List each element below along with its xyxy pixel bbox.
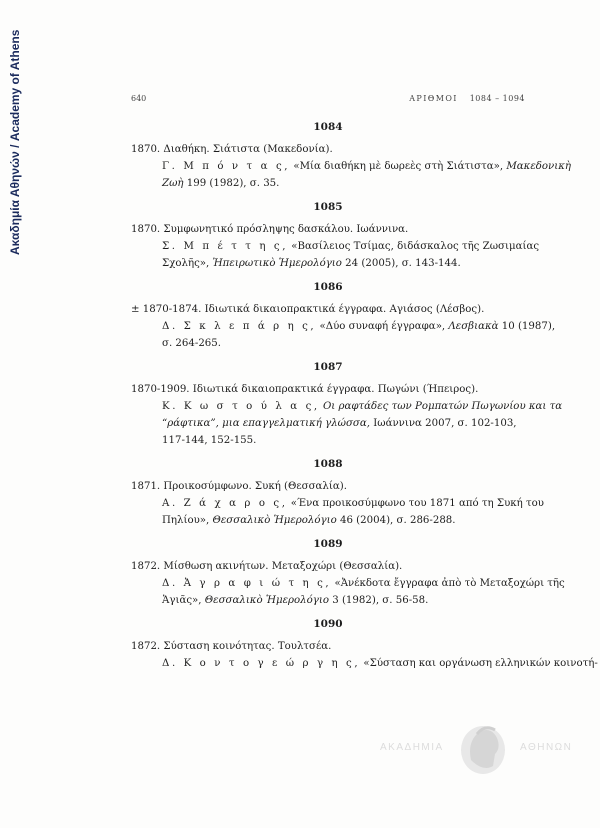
citation-text: «Δύο συναφή έγγραφα», xyxy=(316,321,449,332)
entry-description: Διαθήκη. Σιάτιστα (Μακεδονία). xyxy=(163,144,333,155)
page-number: 640 xyxy=(131,94,147,103)
entry-number: 1084 xyxy=(313,121,343,133)
entry-number: 1088 xyxy=(313,458,343,470)
bibliography-entry xyxy=(131,360,563,449)
citation-journal: Θεσσαλικὸ Ἡμερολόγιο xyxy=(204,595,329,606)
athena-head-logo xyxy=(457,720,509,776)
citation-line xyxy=(131,158,572,175)
citation-text: 199 (1982), σ. 35. xyxy=(183,178,280,189)
entry-description: Μίσθωση ακινήτων. Μεταξοχώρι (Θεσσαλία). xyxy=(163,561,403,572)
watermark-text-left: ΑΚΑΔΗΜΙΑ xyxy=(380,742,444,753)
entry-heading xyxy=(131,221,525,238)
citation-text: «Ἀνέκδοτα ἔγγραφα ἀπὸ τὸ Μεταξοχώρι τῆς xyxy=(331,578,565,589)
citation-author: Δ. Κ ο ν τ ο γ ε ώ ρ γ η ς, xyxy=(162,658,361,669)
citation-author: Σ. Μ π έ τ τ η ς, xyxy=(162,241,289,252)
citation-text: Ιωάννινα 2007, σ. 102-103, xyxy=(370,418,517,429)
entry-number: 1086 xyxy=(313,281,343,293)
archive-side-label: Ακαδημία Αθηνών / Academy of Athens xyxy=(8,29,22,255)
citation-text: 3 (1982), σ. 56-58. xyxy=(329,595,429,606)
entry-date: 1870-1909. xyxy=(131,384,190,395)
citation-line xyxy=(131,432,525,449)
running-head-range: 1084 – 1094 xyxy=(469,94,525,103)
entry-date: 1872. xyxy=(131,641,161,652)
bibliography-entry xyxy=(131,537,565,609)
running-head-word: ΑΡΙΘΜΟΙ xyxy=(409,94,458,103)
citation-author: Α. Ζ ά χ α ρ ο ς, xyxy=(162,498,288,509)
citation-line xyxy=(131,238,540,255)
citation-journal: Οι ραφτάδες των Ρομπατών Πωγωνίου και τα xyxy=(319,401,563,412)
citation-line xyxy=(131,592,525,609)
entry-heading xyxy=(131,638,525,655)
entry-heading xyxy=(131,558,525,575)
citation-text: 46 (2004), σ. 286-288. xyxy=(336,515,456,526)
bibliography-entry xyxy=(131,457,544,529)
citation-text: Πηλίου», xyxy=(162,515,213,526)
citation-text: 10 (1987), xyxy=(498,321,556,332)
citation-line xyxy=(131,398,563,415)
bibliography-entry xyxy=(131,280,556,352)
citation-text: Σχολῆς», xyxy=(162,258,213,269)
entry-date: 1872. xyxy=(131,561,161,572)
citation-author: Δ. Ἀ γ ρ α φ ι ώ τ η ς, xyxy=(162,578,332,589)
citation-author: Κ. Κ ω σ τ ο ύ λ α ς, xyxy=(162,401,320,412)
bibliography-entry xyxy=(131,200,540,272)
entry-description: Συμφωνητικό πρόσληψης δασκάλου. Ιωάννινα. xyxy=(163,224,409,235)
citation-line xyxy=(131,655,598,672)
citation-text: «Βασίλειος Τσίμας, διδάσκαλος τῆς Ζωσιμαίας xyxy=(288,241,540,252)
entry-number: 1085 xyxy=(313,201,343,213)
citation-line xyxy=(131,415,525,432)
entry-number: 1090 xyxy=(313,618,343,630)
citation-text: 24 (2005), σ. 143-144. xyxy=(341,258,461,269)
citation-author: Γ. Μ π ό ν τ α ς, xyxy=(162,161,291,172)
citation-line xyxy=(131,335,525,352)
running-head-title xyxy=(409,94,525,103)
entry-heading xyxy=(131,381,525,398)
entry-number: 1089 xyxy=(313,538,343,550)
bibliography-entry xyxy=(131,120,572,192)
entry-description: Προικοσύμφωνο. Συκή (Θεσσαλία). xyxy=(163,481,347,492)
citation-author: Δ. Σ κ λ ε π ά ρ η ς, xyxy=(162,321,317,332)
running-head xyxy=(131,94,525,108)
entry-heading xyxy=(131,301,525,318)
entry-heading xyxy=(131,478,525,495)
citation-text: σ. 264-265. xyxy=(162,338,222,349)
citation-line xyxy=(131,175,525,192)
entry-date: 1871. xyxy=(131,481,161,492)
entry-date: ± 1870-1874. xyxy=(131,304,202,315)
citation-journal: “ράφτικα”, μια επαγγελματική γλώσσα, xyxy=(162,418,370,429)
entry-number: 1087 xyxy=(313,361,343,373)
bibliography-entry xyxy=(131,617,598,672)
citation-journal: Θεσσαλικὸ Ἡμερολόγιο xyxy=(212,515,337,526)
entry-description: Ιδιωτικά δικαιοπρακτικά έγγραφα. Αγιάσος (Λέσβος). xyxy=(204,304,485,315)
entry-list xyxy=(131,120,598,680)
citation-line xyxy=(131,318,556,335)
citation-line xyxy=(131,575,565,592)
citation-text: «Σύσταση και οργάνωση ελληνικών κοινοτή- xyxy=(360,658,598,669)
citation-line xyxy=(131,495,544,512)
citation-journal: Ζωὴ xyxy=(162,178,184,189)
entry-description: Σύσταση κοινότητας. Τουλτσέα. xyxy=(163,641,332,652)
entry-date: 1870. xyxy=(131,224,161,235)
entry-date: 1870. xyxy=(131,144,161,155)
citation-text: «Μία διαθήκη μὲ δωρεὲς στὴ Σιάτιστα», xyxy=(290,161,507,172)
citation-line xyxy=(131,512,525,529)
citation-text: Ἁγιᾶς», xyxy=(162,595,205,606)
citation-journal: Ἠπειρωτικὸ Ἡμερολόγιο xyxy=(212,258,342,269)
citation-journal: Λεσβιακὰ xyxy=(448,321,499,332)
citation-text: 117-144, 152-155. xyxy=(162,435,257,446)
academy-watermark xyxy=(360,718,573,778)
entry-heading xyxy=(131,141,525,158)
watermark-text-right: ΑΘΗΝΩΝ xyxy=(520,742,573,753)
citation-journal: Μακεδονικὴ xyxy=(506,161,572,172)
citation-line xyxy=(131,255,525,272)
entry-description: Ιδιωτικά δικαιοπρακτικά έγγραφα. Πωγώνι (Ήπειρος). xyxy=(192,384,479,395)
citation-text: «Ένα προικοσύμφωνο του 1871 από τη Συκή του xyxy=(287,498,544,509)
